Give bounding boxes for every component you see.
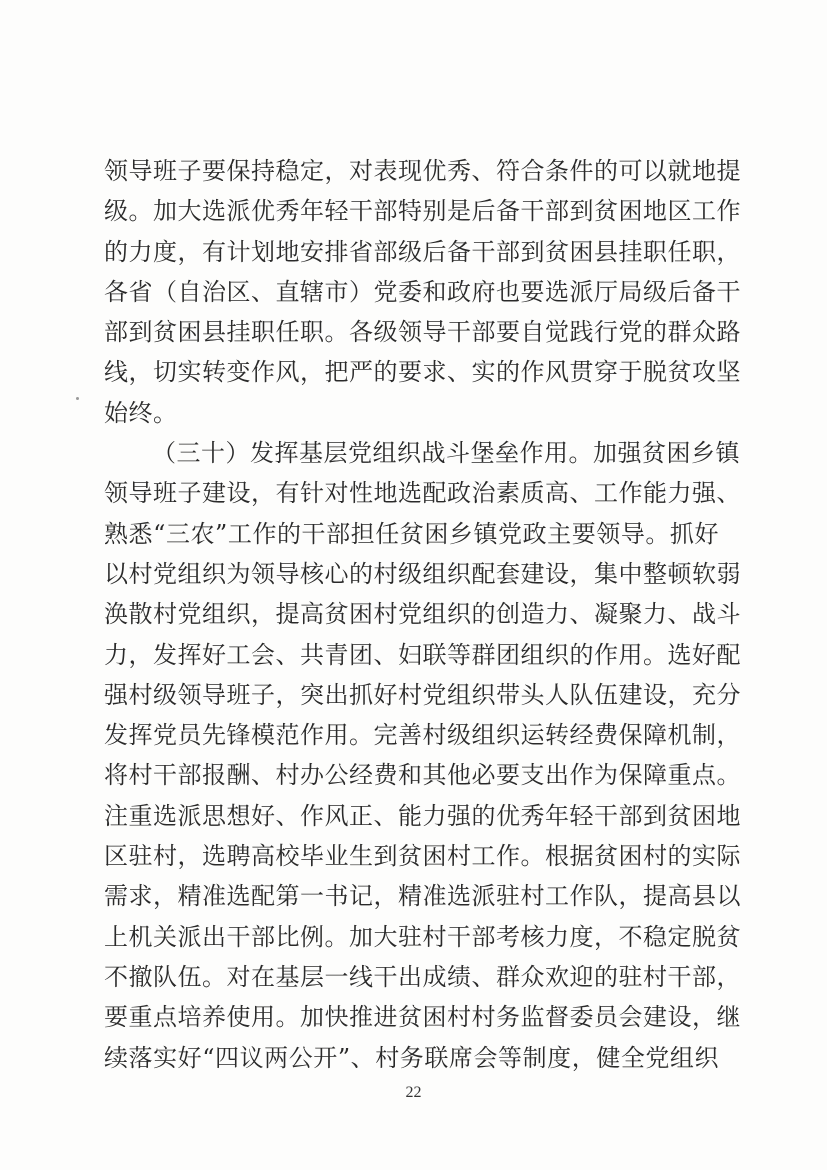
section-heading-line: （三十）发挥基层党组织战斗堡垒作用。加强贫困乡镇 xyxy=(152,439,740,468)
text-line: 发挥党员先锋模范作用。完善村级组织运转经费保障机制， xyxy=(104,721,741,750)
text-line: 区驻村，选聘高校毕业生到贫困村工作。根据贫困村的实际 xyxy=(104,842,741,871)
text-line: 上机关派出干部比例。加大驻村干部考核力度，不稳定脱贫 xyxy=(104,922,741,951)
text-line: 始终。 xyxy=(104,398,178,427)
text-line: 力，发挥好工会、共青团、妇联等群团组织的作用。选好配 xyxy=(104,640,741,669)
text-line: 熟悉“三农”工作的干部担任贫困乡镇党政主要领导。抓好 xyxy=(104,519,719,548)
text-line: 领导班子建设，有针对性地选配政治素质高、工作能力强、 xyxy=(104,479,741,508)
text-line: 级。加大选派优秀年轻干部特别是后备干部到贫困地区工作 xyxy=(104,197,741,226)
text-line: 线，切实转变作风，把严的要求、实的作风贯穿于脱贫攻坚 xyxy=(104,358,741,387)
text-line: 不撤队伍。对在基层一线干出成绩、群众欢迎的驻村干部， xyxy=(104,962,741,991)
text-line: 强村级领导班子，突出抓好村党组织带头人队伍建设，充分 xyxy=(104,680,741,709)
text-line: 将村干部报酬、村办公经费和其他必要支出作为保障重点。 xyxy=(104,761,741,790)
text-line: 的力度，有计划地安排省部级后备干部到贫困县挂职任职， xyxy=(104,237,741,266)
text-line: 领导班子要保持稳定，对表现优秀、符合条件的可以就地提 xyxy=(104,157,741,185)
text-line: 注重选派思想好、作风正、能力强的优秀年轻干部到贫困地 xyxy=(104,801,741,830)
text-line: 要重点培养使用。加快推进贫困村村务监督委员会建设，继 xyxy=(104,1003,741,1032)
page-number: 22 xyxy=(405,1084,422,1101)
text-line: 部到贫困县挂职任职。各级领导干部要自觉践行党的群众路 xyxy=(104,318,741,347)
body-text xyxy=(104,151,741,1078)
scan-speck xyxy=(76,397,79,400)
text-line: 续落实好“四议两公开”、村务联席会等制度，健全党组织 xyxy=(104,1043,719,1072)
text-line: 各省（自治区、直辖市）党委和政府也要选派厅局级后备干 xyxy=(104,277,741,306)
text-line: 需求，精准选配第一书记，精准选派驻村工作队，提高县以 xyxy=(104,882,741,911)
text-line: 涣散村党组织，提高贫困村党组织的创造力、凝聚力、战斗 xyxy=(104,600,741,629)
text-line: 以村党组织为领导核心的村级组织配套建设，集中整顿软弱 xyxy=(104,559,741,588)
